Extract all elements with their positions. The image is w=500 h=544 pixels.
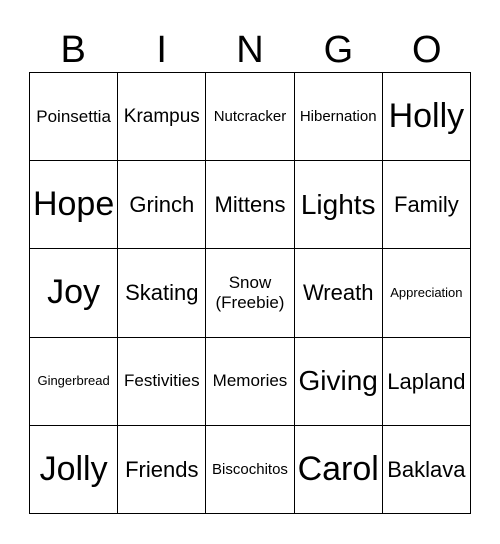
bingo-cell-krampus[interactable]: Krampus (118, 73, 206, 161)
bingo-cell-wreath[interactable]: Wreath (295, 249, 383, 337)
bingo-cell-snow-freebie[interactable]: Snow (Freebie) (206, 249, 294, 337)
bingo-cell-gingerbread[interactable]: Gingerbread (30, 338, 118, 426)
bingo-cell-carol[interactable]: Carol (295, 426, 383, 514)
bingo-cell-skating[interactable]: Skating (118, 249, 206, 337)
bingo-cell-biscochitos[interactable]: Biscochitos (206, 426, 294, 514)
bingo-cell-joy[interactable]: Joy (30, 249, 118, 337)
bingo-cell-baklava[interactable]: Baklava (383, 426, 471, 514)
bingo-cell-nutcracker[interactable]: Nutcracker (206, 73, 294, 161)
header-letter-g: G (323, 29, 354, 71)
bingo-cell-friends[interactable]: Friends (118, 426, 206, 514)
bingo-header (29, 28, 471, 72)
bingo-cell-mittens[interactable]: Mittens (206, 161, 294, 249)
header-letter-n: N (236, 29, 264, 71)
bingo-cell-hope[interactable]: Hope (30, 161, 118, 249)
bingo-cell-family[interactable]: Family (383, 161, 471, 249)
bingo-cell-grinch[interactable]: Grinch (118, 161, 206, 249)
bingo-cell-hibernation[interactable]: Hibernation (295, 73, 383, 161)
header-letter-o: O (412, 29, 442, 71)
bingo-cell-memories[interactable]: Memories (206, 338, 294, 426)
bingo-cell-poinsettia[interactable]: Poinsettia (30, 73, 118, 161)
bingo-cell-giving[interactable]: Giving (295, 338, 383, 426)
header-letter-b: B (60, 29, 86, 71)
bingo-cell-appreciation[interactable]: Appreciation (383, 249, 471, 337)
bingo-cell-lapland[interactable]: Lapland (383, 338, 471, 426)
bingo-cell-festivities[interactable]: Festivities (118, 338, 206, 426)
bingo-cell-jolly[interactable]: Jolly (30, 426, 118, 514)
header-letter-i: I (156, 29, 167, 71)
bingo-cell-holly[interactable]: Holly (383, 73, 471, 161)
bingo-cell-lights[interactable]: Lights (295, 161, 383, 249)
bingo-board (29, 72, 471, 514)
